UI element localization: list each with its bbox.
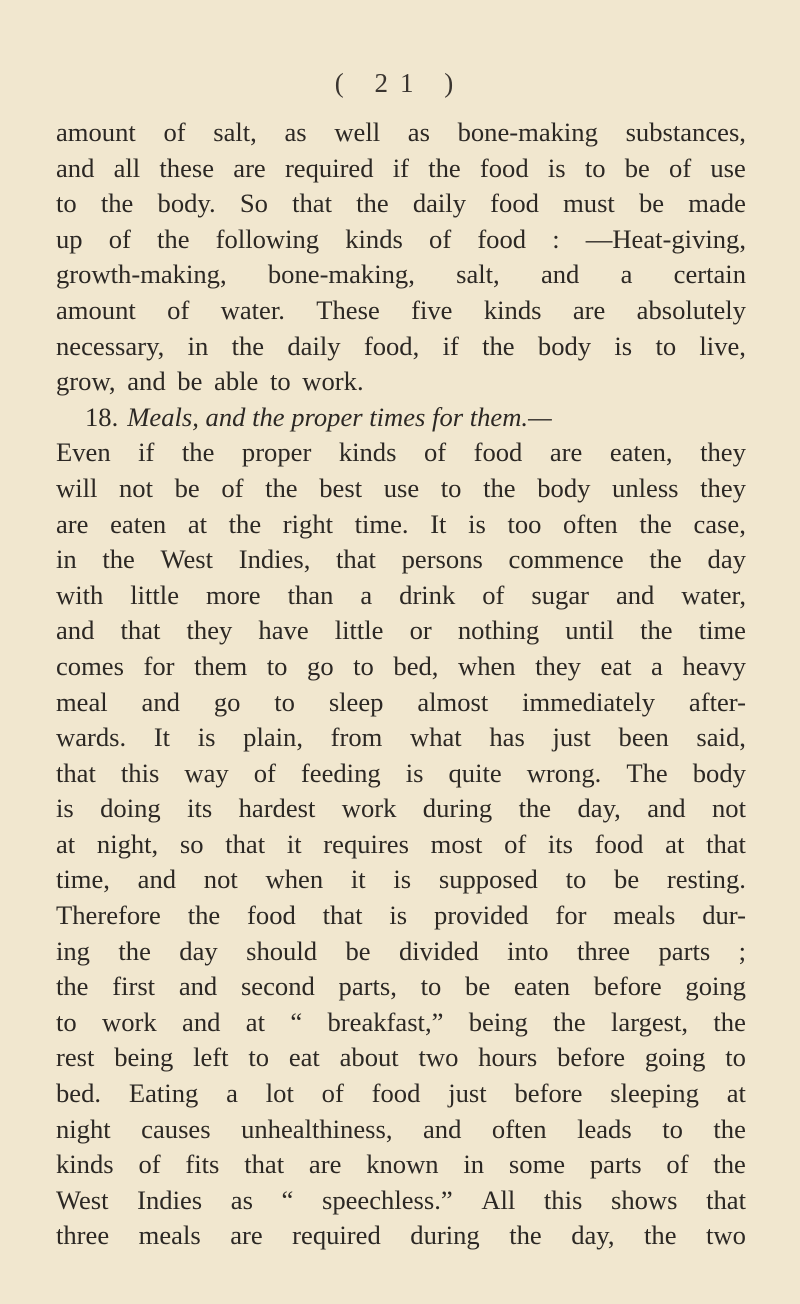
text-line: that this way of feeding is quite wrong. The body xyxy=(56,757,746,788)
text-line: at night, so that it requires most of its food at that xyxy=(56,828,746,859)
text-line: rest being left to eat about two hours before going to xyxy=(56,1042,746,1073)
text-line: growth-making, bone-making, salt, and a certain xyxy=(56,259,746,290)
text-line: in the West Indies, that persons commence the day xyxy=(56,544,746,575)
text-line: with little more than a drink of sugar and water, xyxy=(56,579,746,610)
text-line: night causes unhealthiness, and often leads to the xyxy=(56,1113,746,1144)
text-line: West Indies as “ speechless.” All this shows that xyxy=(56,1184,746,1215)
text-line: to the body. So that the daily food must be made xyxy=(56,188,746,219)
text-line: are eaten at the right time. It is too often the case, xyxy=(56,508,746,539)
text-line: wards. It is plain, from what has just been said, xyxy=(56,722,746,753)
text-line: grow, and be able to work. xyxy=(56,366,364,397)
text-line: is doing its hardest work during the day, and not xyxy=(56,793,746,824)
paragraph-continued xyxy=(56,115,746,400)
text-line: three meals are required during the day, the two xyxy=(56,1220,746,1251)
page-number: ( 21 ) xyxy=(334,68,466,98)
text-line: bed. Eating a lot of food just before sleeping at xyxy=(56,1078,746,1109)
text-line: amount of salt, as well as bone-making substances, xyxy=(56,117,746,147)
text-line: to work and at “ breakfast,” being the largest, the xyxy=(56,1006,746,1037)
section-18 xyxy=(56,400,746,1254)
text-line: ing the day should be divided into three parts ; xyxy=(56,935,746,966)
body-text xyxy=(56,115,746,1254)
section-heading-line xyxy=(56,400,746,436)
text-line: and all these are required if the food is to be of use xyxy=(56,152,746,183)
text-line: necessary, in the daily food, if the body is to live, xyxy=(56,330,746,361)
section-number: 18. xyxy=(85,401,119,432)
text-line: up of the following kinds of food : —Heat-giving, xyxy=(56,223,746,254)
text-line: Therefore the food that is provided for meals dur- xyxy=(56,900,746,931)
text-line: the first and second parts, to be eaten before going xyxy=(56,971,746,1002)
text-line: time, and not when it is supposed to be resting. xyxy=(56,864,746,895)
text-line: amount of water. These five kinds are absolutely xyxy=(56,294,746,325)
text-line: meal and go to sleep almost immediately after- xyxy=(56,686,746,717)
text-line: comes for them to go to bed, when they eat a heavy xyxy=(56,650,746,681)
text-line: kinds of fits that are known in some parts of the xyxy=(56,1149,746,1180)
section-heading: Meals, and the proper times for them.— xyxy=(127,401,552,432)
text-line: and that they have little or nothing until the time xyxy=(56,615,746,646)
text-line: Even if the proper kinds of food are eaten, they xyxy=(56,437,746,468)
text-line: will not be of the best use to the body unless they xyxy=(56,472,746,503)
